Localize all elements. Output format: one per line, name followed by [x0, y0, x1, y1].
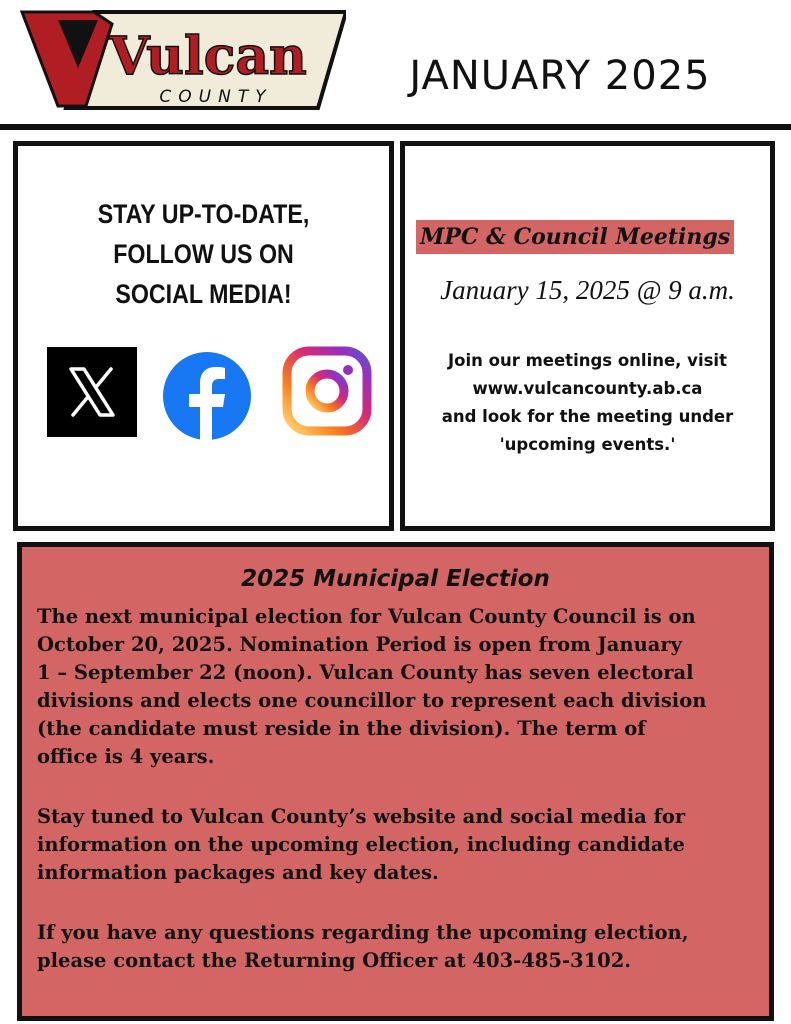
logo-wordmark: Vulcan	[109, 26, 307, 87]
election-line: information on the upcoming election, including candidate	[37, 833, 685, 856]
instagram-icon[interactable]	[282, 346, 372, 436]
facebook-icon-graphic	[162, 351, 252, 441]
election-box	[17, 542, 774, 1021]
election-body	[37, 603, 767, 1007]
header-divider	[0, 124, 791, 130]
election-line: divisions and elects one councillor to represent each division	[37, 689, 707, 712]
instagram-icon-graphic	[282, 346, 372, 436]
facebook-icon[interactable]	[162, 351, 252, 441]
x-icon[interactable]	[47, 347, 137, 437]
meeting-date: January 15, 2025 @ 9 a.m.	[440, 275, 735, 305]
issue-date-heading: JANUARY 2025	[409, 53, 711, 99]
social-heading	[44, 194, 363, 314]
election-line: (the candidate must reside in the division). The term of	[37, 717, 646, 740]
election-line: The next municipal election for Vulcan County Council is on	[37, 605, 696, 628]
election-line: office is 4 years.	[37, 745, 215, 768]
social-heading-line: FOLLOW US ON	[113, 239, 294, 269]
meetings-info-line: Join our meetings online, visit	[448, 351, 727, 370]
election-paragraph	[37, 919, 767, 975]
election-line: October 20, 2025. Nomination Period is open from January	[37, 633, 683, 656]
logo-graphic	[20, 10, 346, 110]
social-heading-line: SOCIAL MEDIA!	[115, 279, 292, 309]
election-line: information packages and key dates.	[37, 861, 439, 884]
election-paragraph	[37, 603, 767, 771]
meetings-info-text	[405, 347, 770, 459]
election-phone-line: please contact the Returning Officer at 403-485-3102.	[37, 949, 632, 972]
logo-subword: COUNTY	[159, 87, 273, 107]
vulcan-county-logo	[20, 10, 346, 110]
election-line: If you have any questions regarding the upcoming election,	[37, 921, 689, 944]
election-line: Stay tuned to Vulcan County’s website and social media for	[37, 805, 686, 828]
election-title: 2025 Municipal Election	[241, 566, 550, 592]
social-media-box	[13, 141, 394, 531]
meetings-box	[400, 141, 775, 531]
election-paragraph	[37, 803, 767, 887]
meetings-heading: MPC & Council Meetings	[416, 220, 734, 254]
meetings-info-line: and look for the meeting under	[441, 407, 734, 426]
social-heading-line: STAY UP-TO-DATE,	[97, 199, 310, 229]
meetings-website-link[interactable]: www.vulcancounty.ab.ca	[472, 379, 703, 398]
election-line: 1 – September 22 (noon). Vulcan County has seven electoral	[37, 661, 694, 684]
x-icon-graphic	[47, 347, 137, 437]
meetings-info-line: 'upcoming events.'	[499, 435, 676, 454]
